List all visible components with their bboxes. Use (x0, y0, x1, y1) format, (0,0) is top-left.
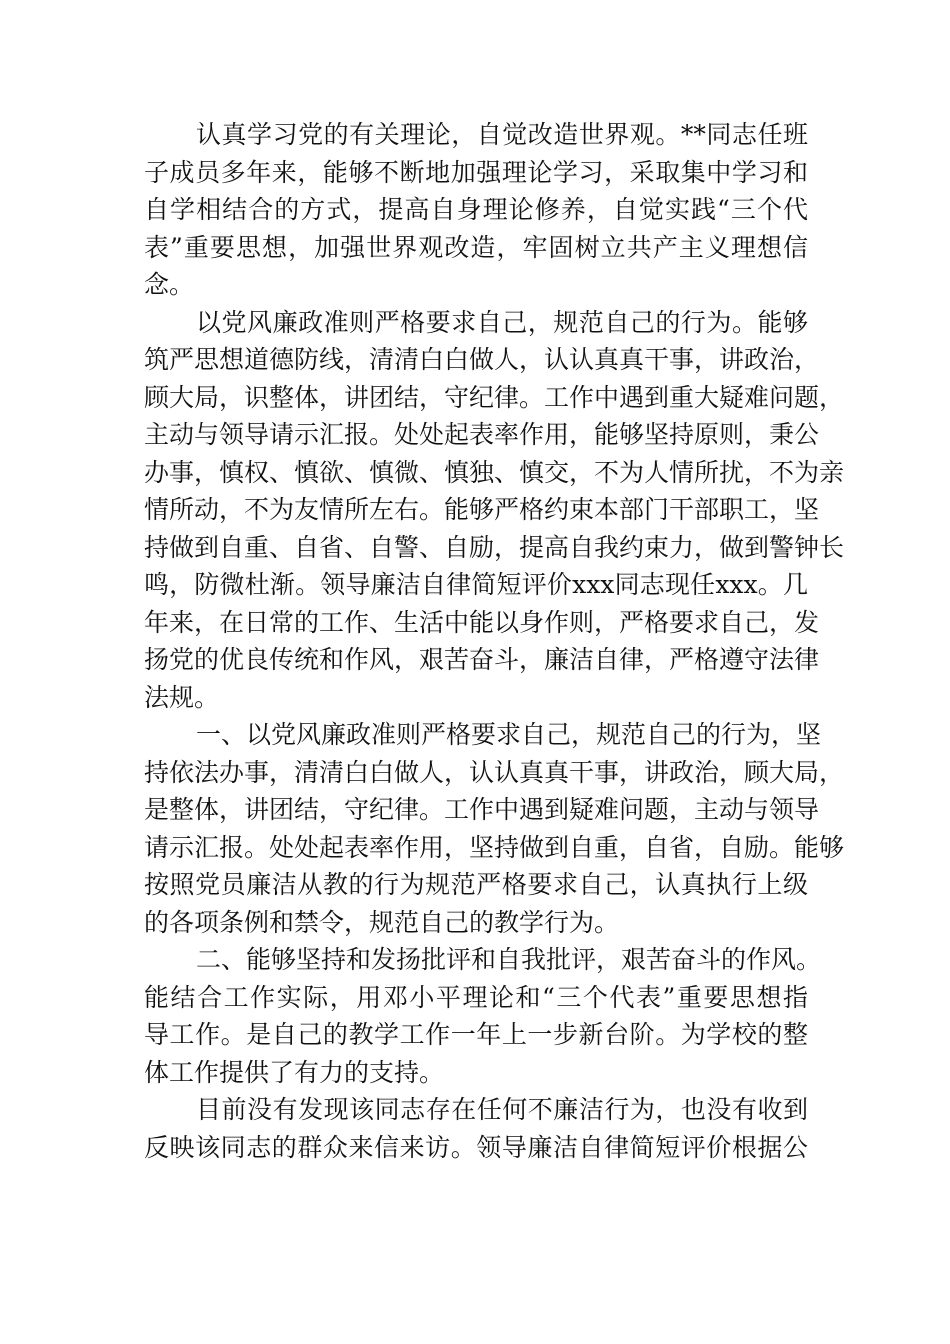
text-line: 念。 (144, 270, 195, 299)
text-line: 法规。 (144, 682, 220, 712)
document-body (144, 116, 845, 1166)
text-line: 扬党的优良传统和作风，艰苦奋斗，廉洁自律，严格遵守法律 (144, 645, 820, 674)
text-line: 办事，慎权、慎欲、慎微、慎独、慎交，不为人情所扰，不为亲 (144, 457, 845, 487)
text-line: 以党风廉政准则严格要求自己，规范自己的行为。能够 (196, 307, 808, 337)
text-line: 能结合工作实际，用邓小平理论和“三个代表”重要思想指 (144, 982, 808, 1012)
text-line: 认真学习党的有关理论，自觉改造世界观。**同志任班 (196, 120, 808, 149)
text-line: 的各项条例和禁令，规范自己的教学行为。 (144, 907, 620, 937)
paragraph (144, 941, 822, 1091)
text-line: 持做到自重、自省、自警、自励，提高自我约束力，做到警钟长 (144, 532, 845, 562)
paragraph (144, 716, 845, 941)
text-line: 子成员多年来，能够不断地加强理论学习，采取集中学习和 (144, 157, 808, 187)
text-line: 主动与领导请示汇报。处处起表率作用，能够坚持原则，秉公 (144, 420, 820, 449)
text-line: 导工作。是自己的教学工作一年上一步新台阶。为学校的整 (144, 1020, 808, 1049)
text-line: 情所动，不为友情所左右。能够严格约束本部门干部职工，坚 (144, 495, 820, 524)
text-line: 鸣，防微杜渐。领导廉洁自律简短评价xxx同志现任xxx。几 (144, 570, 808, 599)
text-line: 二、能够坚持和发扬批评和自我批评，艰苦奋斗的作风。 (196, 945, 822, 974)
paragraph (144, 304, 845, 717)
text-line: 请示汇报。处处起表率作用，坚持做到自重，自省，自励。能够 (144, 832, 845, 862)
text-line: 目前没有发现该同志存在任何不廉洁行为，也没有收到 (196, 1095, 808, 1124)
text-line: 顾大局，识整体，讲团结，守纪律。工作中遇到重大疑难问题， (144, 382, 845, 412)
text-line: 是整体，讲团结，守纪律。工作中遇到疑难问题，主动与领导 (144, 795, 820, 824)
text-line: 年来，在日常的工作、生活中能以身作则，严格要求自己，发 (144, 607, 820, 637)
text-line: 按照党员廉洁从教的行为规范严格要求自己，认真执行上级 (144, 870, 808, 899)
text-line: 一、以党风廉政准则严格要求自己，规范自己的行为，坚 (196, 720, 822, 749)
text-line: 自学相结合的方式，提高自身理论修养，自觉实践“三个代 (144, 195, 808, 224)
text-line: 体工作提供了有力的支持。 (144, 1057, 445, 1087)
text-line: 表”重要思想，加强世界观改造，牢固树立共产主义理想信 (144, 232, 808, 262)
text-line: 反映该同志的群众来信来访。领导廉洁自律简短评价根据公 (144, 1132, 808, 1162)
text-line: 筑严思想道德防线，清清白白做人，认认真真干事，讲政治， (144, 345, 820, 374)
text-line: 持依法办事，清清白白做人，认认真真干事，讲政治，顾大局， (144, 757, 845, 787)
paragraph (144, 116, 808, 304)
paragraph (144, 1091, 808, 1166)
